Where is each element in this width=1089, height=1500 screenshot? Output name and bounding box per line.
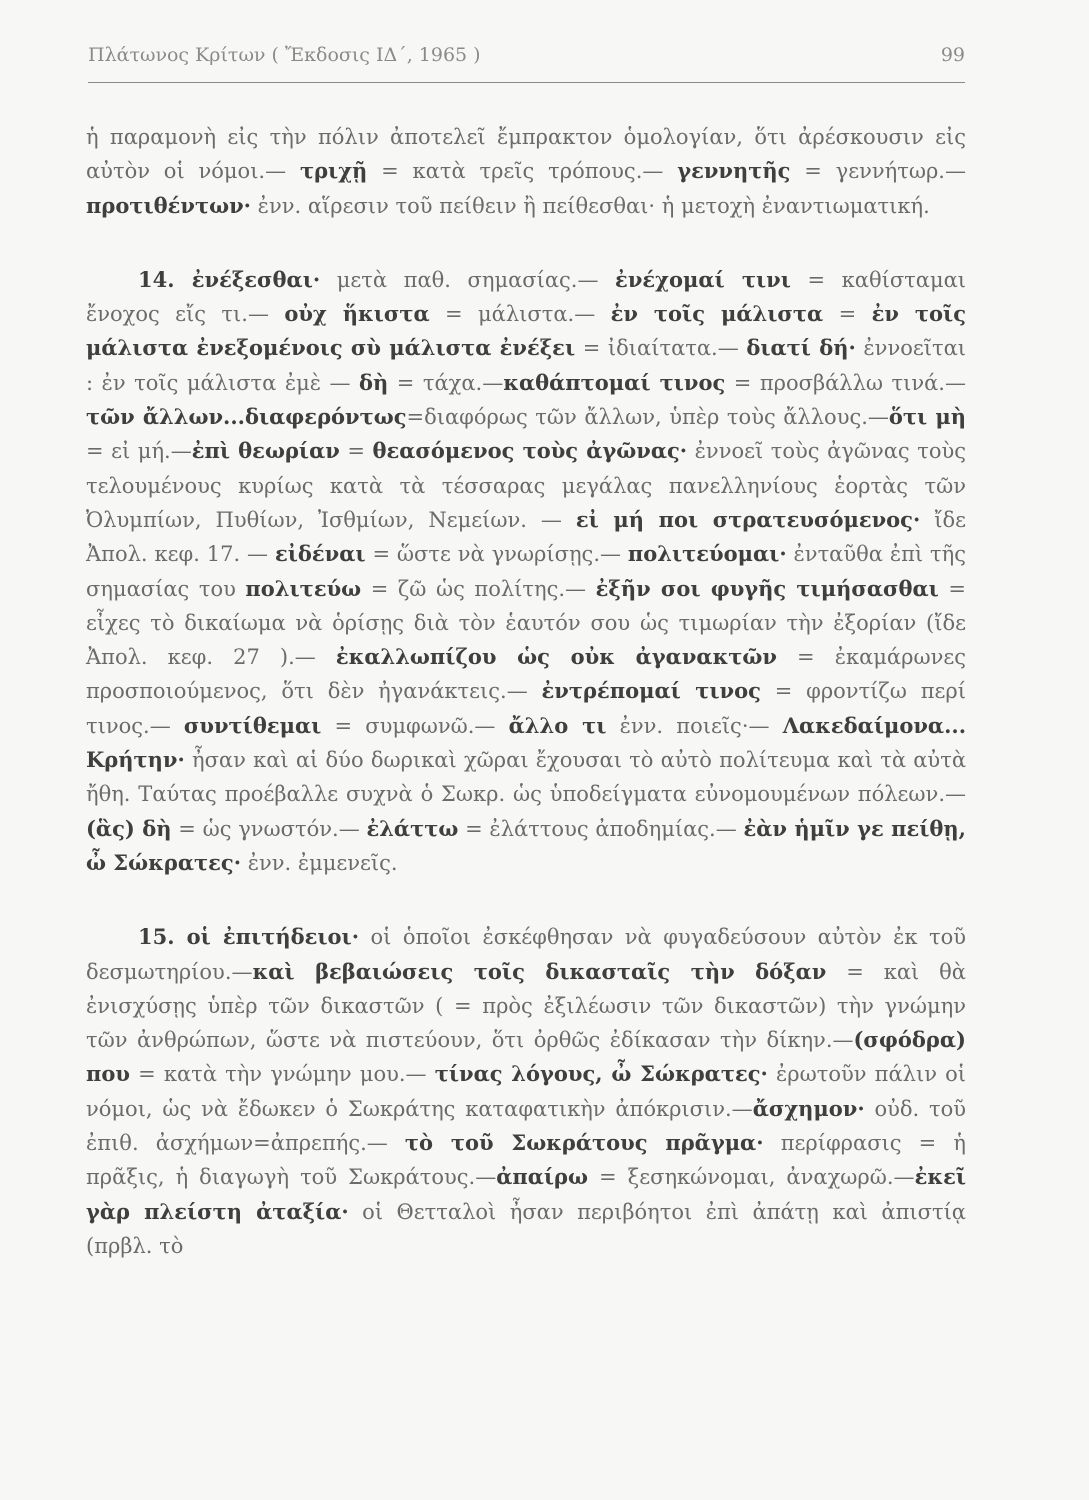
gloss-text: = καὶ θὰ ἐνισχύσῃς ὑπὲρ τῶν δικαστῶν ( = πρὸς ἐξιλέωσιν τῶν δικαστῶν) τὴν γνώμην τῶν ἀνθρώπων, ὥστε νὰ πιστεύουν, ὅτι ὀρθῶς ἐδίκασαν τὴν δίκην.— bbox=[86, 959, 966, 1053]
gloss-text: ἐνν. ποιεῖς·— bbox=[606, 713, 783, 738]
gloss-text: =διαφόρως τῶν ἄλλων, ὑπὲρ τοὺς ἄλλους.— bbox=[406, 405, 889, 430]
lemma-term: τὸ τοῦ Σωκράτους πρᾶγμα· bbox=[404, 1130, 764, 1156]
gloss-text: = bbox=[339, 439, 373, 464]
lemma-term: (σφόδρα) που bbox=[86, 1027, 966, 1087]
commentary-text bbox=[86, 120, 966, 1263]
gloss-text: = ζῶ ὡς πολίτης.— bbox=[361, 576, 596, 601]
lemma-term: γεννητῆς bbox=[677, 158, 791, 184]
gloss-text: περίφρασις = ἡ πρᾶξις, ἡ διαγωγὴ τοῦ Σωκράτους.— bbox=[86, 1131, 967, 1190]
gloss-text: = συμφωνῶ.— bbox=[321, 713, 509, 738]
lemma-term: εἰδέναι bbox=[274, 541, 366, 567]
lemma-term: εἰ μή ποι στρατευσόμενος· bbox=[575, 506, 921, 532]
lemma-term: ἐλάττω bbox=[366, 815, 459, 841]
gloss-text: = ἐλάττους ἀποδημίας.— bbox=[458, 816, 744, 841]
paragraph-continuation bbox=[86, 120, 966, 223]
gloss-text: = bbox=[823, 302, 872, 327]
gloss-text: = προσβάλλω τινά.— bbox=[725, 370, 966, 395]
gloss-text: ἐννοεῖται : ἐν τοῖς μάλιστα ἐμὲ — bbox=[86, 336, 966, 395]
gloss-text: ἐννοεῖ τοὺς ἀγῶνας τοὺς τελουμένους κυρίως κατὰ τὰ τέσσαρας μεγάλας πανελληνίους ἑορτὰς τῶν Ὀλυμπίων, Πυθίων, Ἰσθμίων, Νεμείων. — bbox=[86, 439, 966, 532]
lemma-term: ἐν τοῖς μάλιστα bbox=[610, 301, 824, 327]
lemma-term: οὐχ ἥκιστα bbox=[284, 301, 430, 327]
gloss-text: ἐνν. ἐμμενεῖς. bbox=[241, 850, 398, 875]
lemma-term: πολιτεύω bbox=[245, 575, 362, 601]
lemma-term: καθάπτομαί τινος bbox=[503, 369, 726, 395]
lemma-term: ἐκεῖ γὰρ πλείστη ἀταξία· bbox=[86, 1164, 966, 1224]
gloss-text: = ἰδιαίτατα.— bbox=[575, 336, 747, 361]
gloss-text: ἴδε Ἀπολ. κεφ. 17. — bbox=[86, 507, 967, 567]
lemma-term: 15. οἱ ἐπιτήδειοι· bbox=[138, 924, 360, 950]
lemma-term: ὅτι μὴ bbox=[888, 404, 967, 430]
lemma-term: (ἃς) δὴ bbox=[86, 815, 172, 841]
gloss-text: = τάχα.— bbox=[388, 370, 504, 395]
gloss-text: = εἶχες τὸ δικαίωμα νὰ ὁρίσῃς διὰ τὸν ἑαυτόν σου ὡς τιμωρίαν τὴν ἐξορίαν (ἴδε Ἀπολ. κεφ. 27 ).— bbox=[86, 576, 966, 670]
lemma-term: συντίθεμαι bbox=[183, 712, 322, 738]
gloss-text: = καθίσταμαι ἔνοχος εἴς τι.— bbox=[86, 267, 967, 327]
gloss-text: = κατὰ τὴν γνώμην μου.— bbox=[129, 1062, 435, 1087]
gloss-text: = ὥστε νὰ γνωρίσῃς.— bbox=[365, 542, 628, 567]
lemma-term: θεασόμενος τοὺς ἀγῶνας· bbox=[372, 438, 688, 464]
gloss-text: ἐνν. αἵρεσιν τοῦ πείθειν ἢ πείθεσθαι· ἡ μετοχὴ ἐναντιωματική. bbox=[251, 193, 930, 218]
gloss-text: = κατὰ τρεῖς τρόπους.— bbox=[367, 159, 678, 184]
gloss-text: οὐδ. τοῦ ἐπιθ. ἀσχήμων=ἀπρεπής.— bbox=[86, 1096, 967, 1156]
lemma-term: ἀπαίρω bbox=[496, 1164, 589, 1190]
lemma-term: ἐνέχομαί τινι bbox=[615, 266, 791, 292]
lemma-term: ἐκαλλωπίζου ὡς οὐκ ἀγανακτῶν bbox=[335, 644, 777, 670]
gloss-text: ἡ παραμονὴ εἰς τὴν πόλιν ἀποτελεῖ ἔμπρακτον ὁμολογίαν, ὅτι ἀρέσκουσιν εἰς αὐτὸν οἱ νόμοι.— bbox=[86, 125, 966, 184]
gloss-text: οἱ Θετταλοὶ ἦσαν περιβόητοι ἐπὶ ἀπάτῃ καὶ ἀπιστίᾳ (πρβλ. τὸ bbox=[86, 1199, 966, 1258]
lemma-term: ἐὰν ἡμῖν γε πείθῃ, ὦ Σώκρατες· bbox=[86, 815, 966, 875]
running-title: Πλάτωνος Κρίτων ( Ἔκδοσις ΙΔ΄, 1965 ) bbox=[88, 44, 481, 66]
lemma-term: καὶ βεβαιώσεις τοῖς δικασταῖς τὴν δόξαν bbox=[252, 958, 827, 984]
gloss-text: = ξεσηκώνομαι, ἀναχωρῶ.— bbox=[588, 1165, 915, 1190]
running-head bbox=[88, 44, 965, 66]
gloss-text: = ἐκαμάρωνες προσποιούμενος, ὅτι δὲν ἠγανάκτεις.— bbox=[86, 645, 966, 704]
page-number: 99 bbox=[940, 44, 965, 66]
paragraph-note-14 bbox=[86, 263, 966, 880]
lemma-term: ἐντρέπομαί τινος bbox=[541, 678, 761, 704]
lemma-term: ἄλλο τι bbox=[508, 712, 607, 738]
lemma-term: ἐπὶ θεωρίαν bbox=[191, 438, 340, 464]
lemma-term: ἄσχημον· bbox=[752, 1095, 865, 1121]
lemma-term: τῶν ἄλλων...διαφερόντως bbox=[86, 404, 407, 430]
gloss-text: οἱ ὁποῖοι ἐσκέφθησαν νὰ φυγαδεύσουν αὐτὸν ἐκ τοῦ δεσμωτηρίου.— bbox=[86, 925, 967, 984]
lemma-term: διατί δή· bbox=[746, 335, 856, 361]
gloss-text: ἐνταῦθα ἐπὶ τῆς σημασίας του bbox=[86, 542, 967, 601]
gloss-text: = εἰ μή.— bbox=[86, 439, 192, 464]
gloss-text: μετὰ παθ. σημασίας.— bbox=[320, 267, 616, 292]
lemma-term: ἐξῆν σοι φυγῆς τιμήσασθαι bbox=[595, 575, 939, 601]
gloss-text: ἐρωτοῦν πάλιν οἱ νόμοι, ὡς νὰ ἔδωκεν ὁ Σωκράτης καταφατικὴν ἀπόκρισιν.— bbox=[86, 1062, 966, 1121]
paragraph-note-15 bbox=[86, 920, 966, 1263]
gloss-text: ἦσαν καὶ αἱ δύο δωρικαὶ χῶραι ἔχουσαι τὸ αὐτὸ πολίτευμα καὶ τὰ αὐτὰ ἤθη. Ταύτας προέβαλλε συχνὰ ὁ Σωκρ. ὡς ὑποδείγματα εὐνομουμένων πόλεων.— bbox=[86, 748, 966, 807]
gloss-text: = ὡς γνωστόν.— bbox=[171, 816, 367, 841]
lemma-term: πολιτεύομαι· bbox=[627, 541, 787, 567]
gloss-text: = γεννήτωρ.— bbox=[790, 159, 966, 184]
lemma-term: τριχῇ bbox=[299, 158, 368, 184]
header-rule bbox=[88, 82, 965, 83]
lemma-term: 14. ἐνέξεσθαι· bbox=[138, 266, 321, 292]
lemma-term: ἐν τοῖς μάλιστα ἐνεξομένοις σὺ μάλιστα ἐνέξει bbox=[86, 301, 966, 361]
lemma-term: προτιθέντων· bbox=[86, 192, 251, 218]
lemma-term: τίνας λόγους, ὦ Σώκρατες· bbox=[434, 1061, 768, 1087]
gloss-text: = μάλιστα.— bbox=[429, 302, 611, 327]
lemma-term: δὴ bbox=[358, 369, 389, 395]
gloss-text: = φροντίζω περί τινος.— bbox=[86, 679, 966, 738]
lemma-term: Λακεδαίμονα... Κρήτην· bbox=[86, 712, 967, 773]
